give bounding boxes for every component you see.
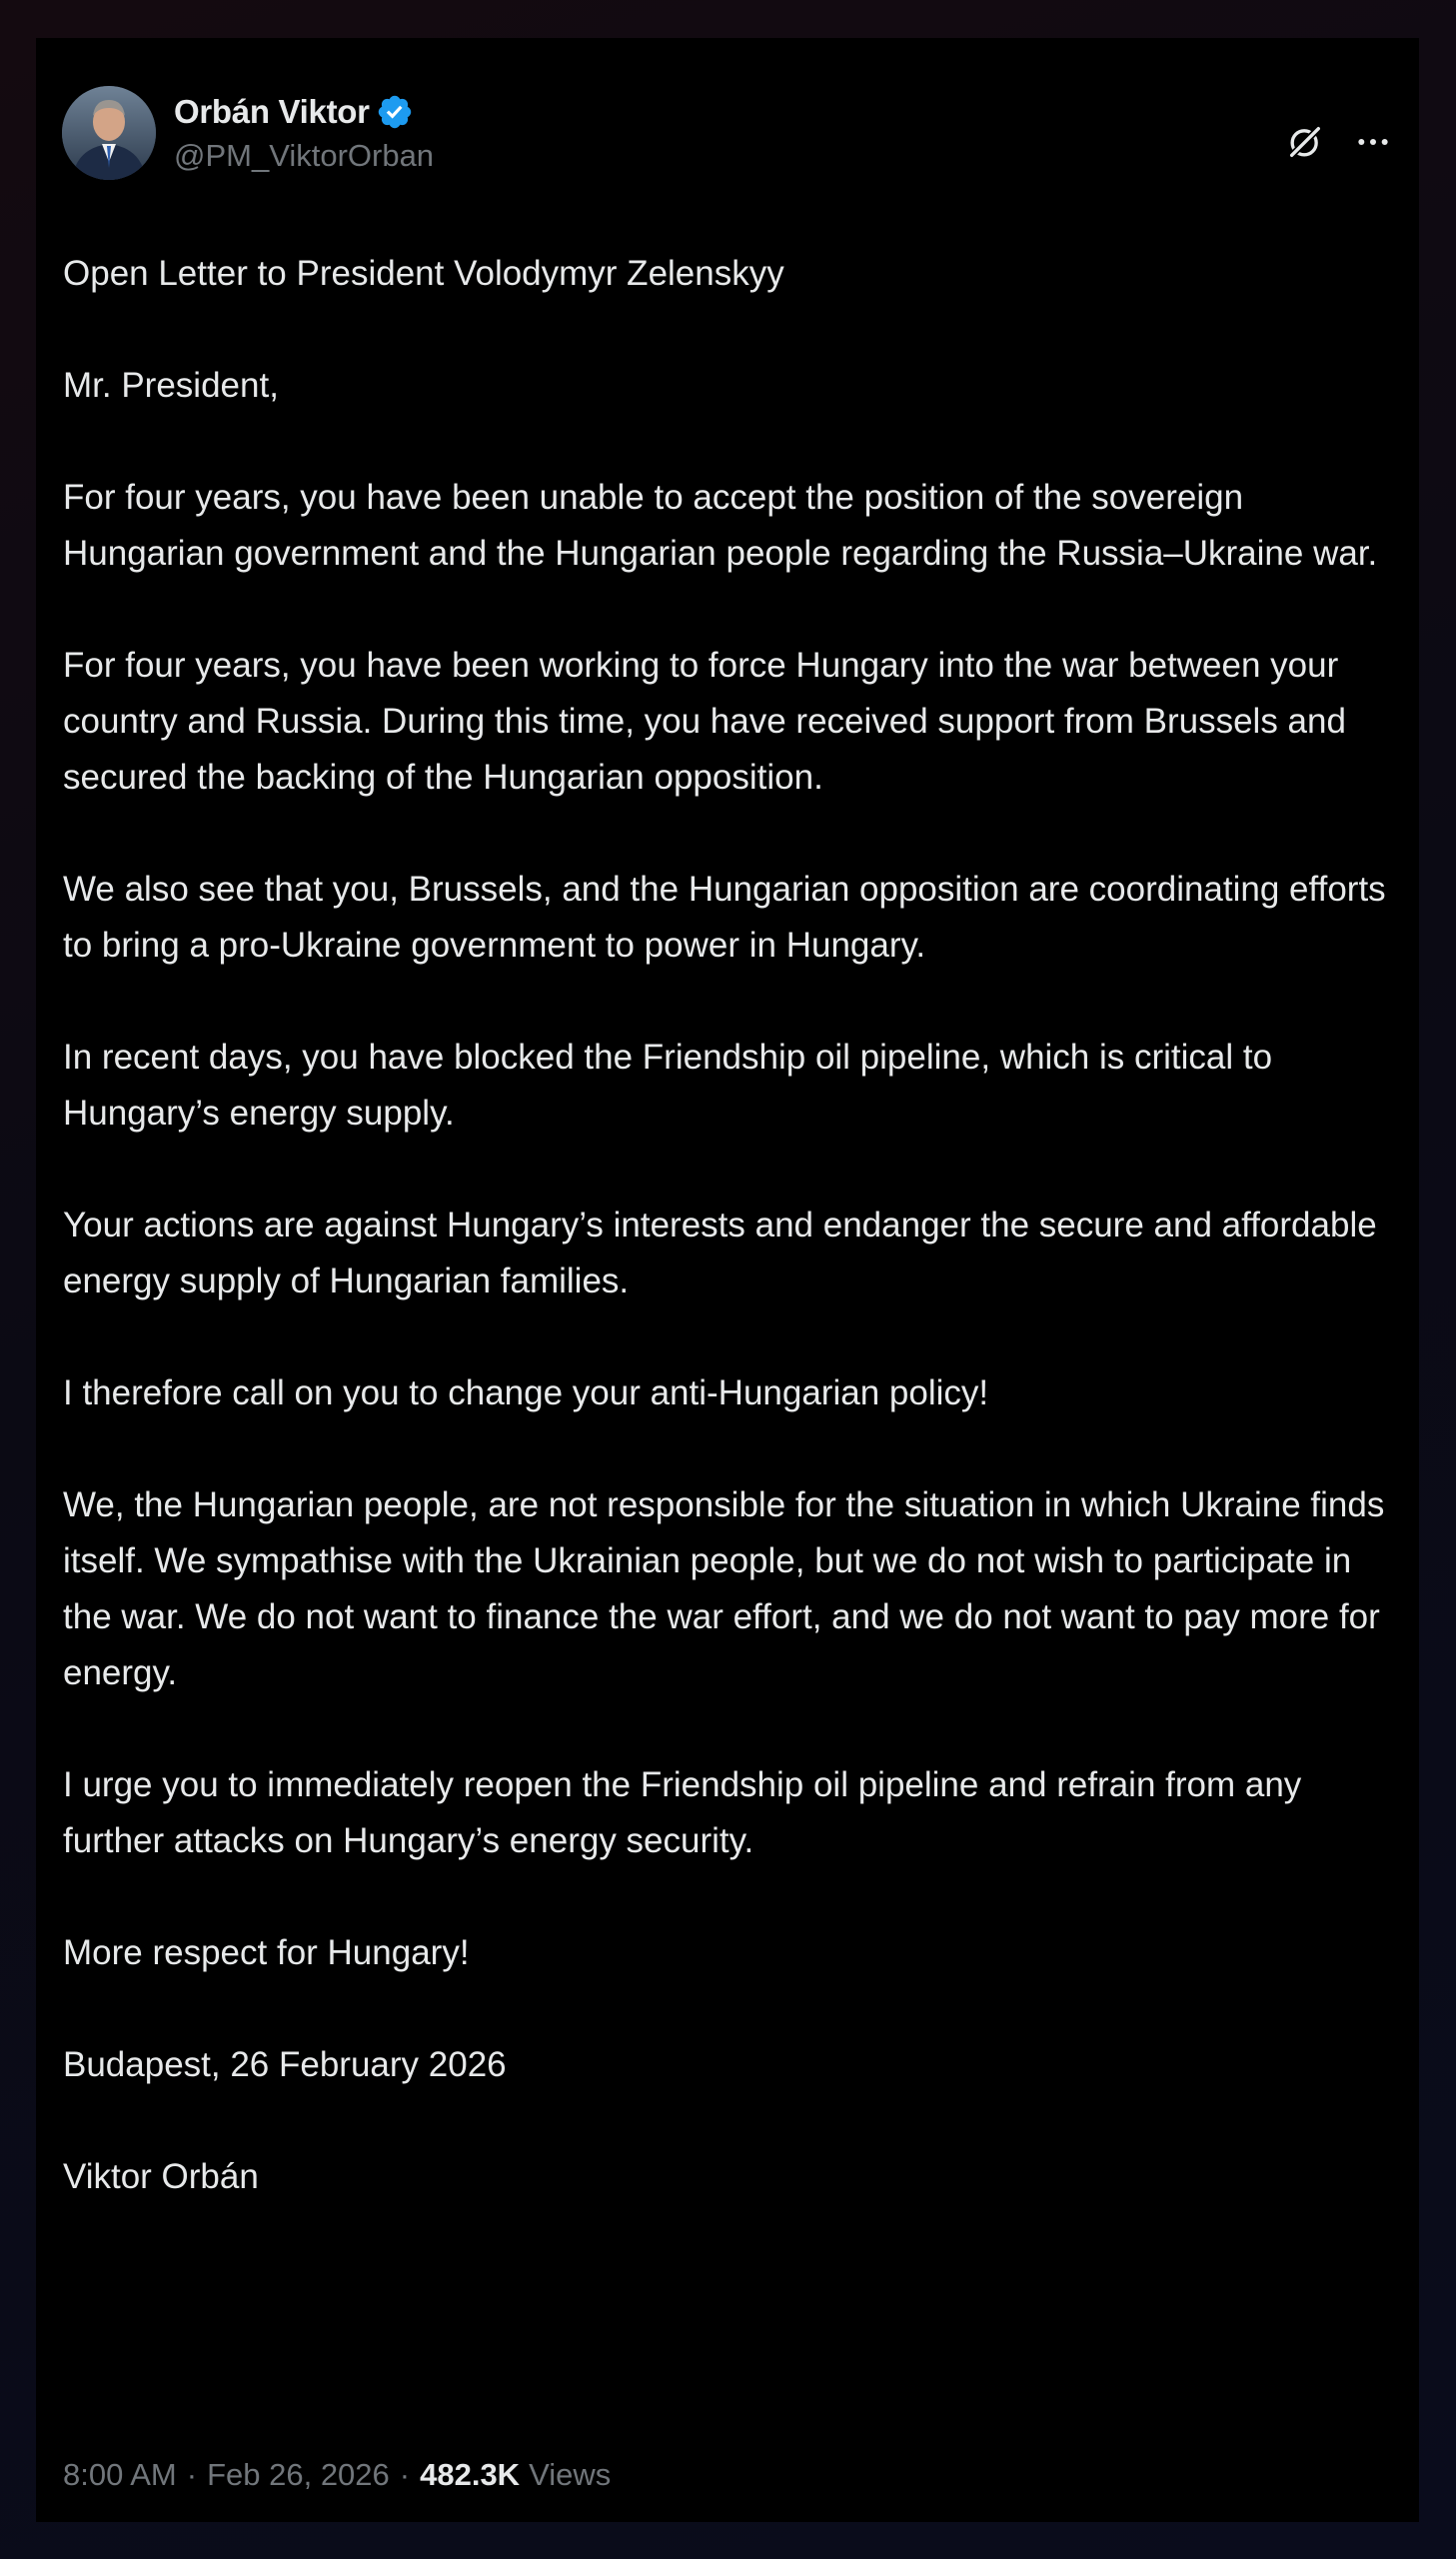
tweet-paragraph: For four years, you have been working to force Hungary into the war between your country and Russia. During this time, you have received support from Brussels and secured the backing of the Hungarian opposition.	[63, 646, 1346, 797]
tweet-meta	[63, 2457, 611, 2493]
views-count[interactable]: 482.3K	[420, 2457, 521, 2492]
tweet-paragraph-salutation: Mr. President,	[63, 366, 279, 405]
tweet-paragraph: More respect for Hungary!	[63, 1933, 470, 1972]
header-actions	[1285, 122, 1393, 162]
tweet-paragraph-signature: Viktor Orbán	[63, 2157, 259, 2196]
display-name[interactable]: Orbán Viktor	[174, 93, 370, 130]
grok-icon[interactable]	[1285, 122, 1325, 162]
separator: ·	[399, 2457, 411, 2492]
tweet-paragraph-place-date: Budapest, 26 February 2026	[63, 2045, 507, 2084]
avatar[interactable]	[62, 86, 156, 180]
tweet-time[interactable]: 8:00 AM	[63, 2457, 177, 2492]
tweet-paragraph: I urge you to immediately reopen the Friendship oil pipeline and refrain from any further attacks on Hungary’s energy security.	[63, 1765, 1302, 1860]
tweet-paragraph: We, the Hungarian people, are not responsible for the situation in which Ukraine finds itself. We sympathise with the Ukrainian people, but we do not wish to participate in the war. We do not want to finance the war effort, and we do not want to pay more for energy.	[63, 1485, 1385, 1692]
more-options-icon[interactable]	[1353, 122, 1393, 162]
tweet-paragraph: Your actions are against Hungary’s interests and endanger the secure and affordable energy supply of Hungarian families.	[63, 1206, 1377, 1300]
tweet-paragraph: I therefore call on you to change your anti-Hungarian policy!	[63, 1373, 989, 1412]
tweet-header	[62, 86, 1393, 186]
tweet-card	[36, 38, 1419, 2522]
display-name-row	[174, 90, 434, 134]
handle[interactable]: @PM_ViktorOrban	[174, 138, 435, 173]
author-info	[174, 90, 434, 174]
tweet-text	[63, 246, 1392, 2261]
tweet-paragraph-title: Open Letter to President Volodymyr Zelenskyy	[63, 254, 784, 293]
avatar-image	[62, 86, 156, 180]
separator: ·	[186, 2457, 198, 2492]
tweet-date[interactable]: Feb 26, 2026	[207, 2457, 390, 2492]
tweet-paragraph: For four years, you have been unable to accept the position of the sovereign Hungarian government and the Hungarian people regarding the Russia–Ukraine war.	[63, 478, 1378, 573]
tweet-paragraph: We also see that you, Brussels, and the Hungarian opposition are coordinating efforts to bring a pro-Ukraine government to power in Hungary.	[63, 870, 1386, 965]
views-label: Views	[529, 2457, 612, 2492]
verified-badge-icon[interactable]	[376, 93, 414, 131]
tweet-paragraph: In recent days, you have blocked the Friendship oil pipeline, which is critical to Hungary’s energy supply.	[63, 1038, 1273, 1133]
